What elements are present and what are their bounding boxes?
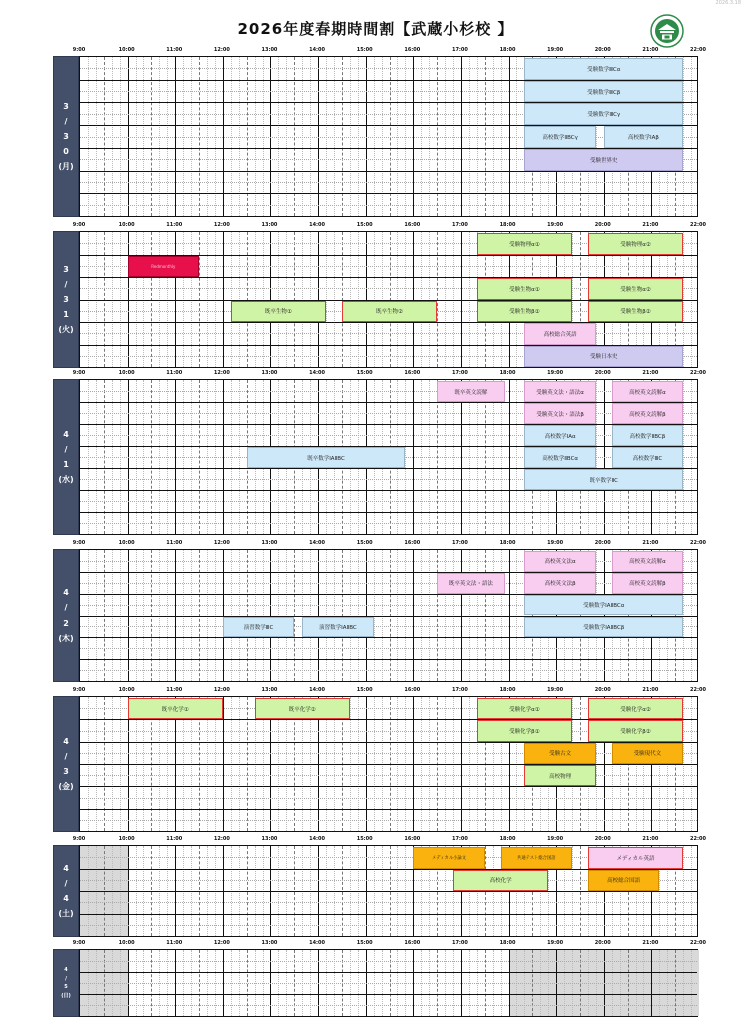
time-axis xyxy=(0,540,751,548)
class-block[interactable]: 共通テスト総合国語 xyxy=(501,847,572,869)
day-grid xyxy=(79,845,698,937)
day-label-part: / xyxy=(64,116,68,126)
time-label: 12:00 xyxy=(213,836,230,842)
row-subdivider xyxy=(80,561,697,562)
day-label-part: (火) xyxy=(58,325,74,335)
row-divider xyxy=(80,742,697,743)
class-block[interactable]: 既卒化学② xyxy=(255,698,350,719)
day-label-part: / xyxy=(64,444,68,454)
class-block[interactable]: 高校英文読解β xyxy=(612,573,683,594)
time-label: 17:00 xyxy=(451,940,468,946)
time-label: 13:00 xyxy=(261,47,278,53)
row-divider xyxy=(80,512,697,513)
time-label: 11:00 xyxy=(166,836,183,842)
class-block[interactable]: 高校数学ⅡBCα xyxy=(524,447,595,468)
class-block[interactable]: 既卒化学① xyxy=(128,698,223,719)
time-label: 9:00 xyxy=(72,540,86,546)
class-block[interactable]: 高校英文法β xyxy=(524,573,595,594)
class-block[interactable]: 受験世界史 xyxy=(524,149,683,171)
time-label: 9:00 xyxy=(72,370,86,376)
time-label: 9:00 xyxy=(72,222,86,228)
row-subdivider xyxy=(80,182,697,183)
day-grid xyxy=(79,56,698,217)
class-block[interactable]: 受験物理α② xyxy=(588,233,683,255)
time-label: 22:00 xyxy=(690,940,706,946)
time-label: 20:00 xyxy=(594,540,611,546)
day-label-part: 3 xyxy=(63,294,69,304)
time-label: 18:00 xyxy=(499,836,516,842)
day-label-part: 3 xyxy=(63,101,69,111)
day-label-part: (木) xyxy=(58,633,74,643)
row-divider xyxy=(80,972,697,973)
time-label: 15:00 xyxy=(356,222,373,228)
time-label: 13:00 xyxy=(261,687,278,693)
class-block[interactable]: 受験化学α② xyxy=(588,698,683,719)
class-block[interactable]: 受験古文 xyxy=(524,743,595,764)
day-grid xyxy=(79,949,698,1017)
time-label: 10:00 xyxy=(118,222,135,228)
class-block[interactable]: 高校数学ⅡBCγ xyxy=(524,126,595,148)
day-label-part: (月) xyxy=(58,162,74,172)
time-label: 11:00 xyxy=(166,940,183,946)
time-label: 21:00 xyxy=(642,47,659,53)
class-block[interactable]: 受験生物β① xyxy=(477,301,572,323)
day-label-part: 0 xyxy=(63,147,69,157)
time-label: 10:00 xyxy=(118,687,135,693)
day-label-part: (水) xyxy=(58,475,74,485)
time-label: 22:00 xyxy=(690,222,706,228)
day-label xyxy=(53,696,79,832)
class-block[interactable]: 高校総合国語 xyxy=(588,870,659,892)
time-axis xyxy=(0,47,751,55)
time-label: 13:00 xyxy=(261,540,278,546)
row-subdivider xyxy=(80,648,697,649)
day-label xyxy=(53,231,79,368)
time-label: 21:00 xyxy=(642,540,659,546)
time-label: 21:00 xyxy=(642,836,659,842)
row-subdivider xyxy=(80,753,697,754)
class-block[interactable]: 既卒数学ⅡC xyxy=(524,469,683,490)
row-subdivider xyxy=(80,775,697,776)
class-block[interactable]: メディカル小論文 xyxy=(413,847,484,869)
class-block[interactable]: 受験化学β① xyxy=(477,720,572,741)
class-block[interactable]: Redmonthly xyxy=(128,256,199,278)
row-subdivider xyxy=(80,983,697,984)
day-label xyxy=(53,949,79,1017)
time-label: 18:00 xyxy=(499,540,516,546)
document-id: 2026.3.18 xyxy=(715,0,741,6)
time-label: 11:00 xyxy=(166,540,183,546)
row-subdivider xyxy=(80,670,697,671)
time-label: 14:00 xyxy=(309,47,326,53)
time-label: 20:00 xyxy=(594,47,611,53)
time-label: 17:00 xyxy=(451,47,468,53)
school-emblem-icon xyxy=(649,13,685,49)
class-block[interactable]: 受験数学ⅠAⅡBCα xyxy=(524,595,683,616)
time-label: 19:00 xyxy=(547,940,564,946)
time-label: 21:00 xyxy=(642,222,659,228)
row-divider xyxy=(80,659,697,660)
time-label: 12:00 xyxy=(213,370,230,376)
time-label: 18:00 xyxy=(499,687,516,693)
day-label-part: / xyxy=(64,279,68,289)
row-divider xyxy=(80,637,697,638)
class-block[interactable]: 高校英文読解α xyxy=(612,551,683,572)
day-label xyxy=(53,549,79,682)
day-grid xyxy=(79,231,698,368)
day-label-part: 1 xyxy=(63,460,69,469)
time-label: 20:00 xyxy=(594,222,611,228)
time-label: 22:00 xyxy=(690,540,706,546)
time-label: 13:00 xyxy=(261,222,278,228)
day-section xyxy=(0,222,751,368)
row-divider xyxy=(80,764,697,765)
class-block[interactable]: 既卒英文法・語法 xyxy=(437,573,504,594)
time-label: 9:00 xyxy=(72,836,86,842)
time-label: 10:00 xyxy=(118,836,135,842)
time-label: 14:00 xyxy=(309,687,326,693)
row-divider xyxy=(80,891,697,892)
row-divider xyxy=(80,424,697,425)
row-divider xyxy=(80,572,697,573)
class-block[interactable]: 高校英文読解α xyxy=(612,381,683,402)
row-divider xyxy=(80,171,697,172)
time-label: 19:00 xyxy=(547,687,564,693)
day-grid xyxy=(79,379,698,535)
row-subdivider xyxy=(80,435,697,436)
row-divider xyxy=(80,809,697,810)
time-label: 14:00 xyxy=(309,370,326,376)
class-block[interactable]: 高校数学ⅢC xyxy=(612,447,683,468)
row-divider xyxy=(80,786,697,787)
row-subdivider xyxy=(80,902,697,903)
class-block[interactable]: 高校英文読解β xyxy=(612,403,683,424)
time-label: 20:00 xyxy=(594,370,611,376)
time-label: 12:00 xyxy=(213,540,230,546)
class-block[interactable]: 受験化学α① xyxy=(477,698,572,719)
time-label: 17:00 xyxy=(451,687,468,693)
class-block[interactable]: 受験数学ⅢCβ xyxy=(524,81,683,103)
time-label: 19:00 xyxy=(547,222,564,228)
class-block[interactable]: 高校数学ⅡBCβ xyxy=(612,425,683,446)
row-subdivider xyxy=(80,798,697,799)
day-label-part: 3 xyxy=(63,767,69,776)
day-label-part: 4 xyxy=(64,967,68,973)
time-label: 16:00 xyxy=(404,836,421,842)
day-label-part: 4 xyxy=(63,894,69,903)
class-block[interactable]: 高校数学ⅠAβ xyxy=(604,126,683,148)
day-label-part: (日) xyxy=(61,992,71,999)
time-label: 10:00 xyxy=(118,940,135,946)
time-label: 12:00 xyxy=(213,940,230,946)
row-divider xyxy=(80,914,697,915)
time-axis xyxy=(0,687,751,695)
time-label: 19:00 xyxy=(547,540,564,546)
time-label: 20:00 xyxy=(594,940,611,946)
day-label-part: / xyxy=(64,751,68,761)
day-label-part: 5 xyxy=(64,984,68,990)
day-section xyxy=(0,687,751,832)
day-label-part: (土) xyxy=(58,909,74,919)
row-subdivider xyxy=(80,583,697,584)
class-block[interactable]: 高校物理 xyxy=(524,765,595,786)
day-label-part: 3 xyxy=(63,131,69,141)
class-block[interactable]: 受験英文法・語法β xyxy=(524,403,595,424)
time-axis xyxy=(0,940,751,948)
class-block[interactable]: 受験生物α① xyxy=(477,278,572,300)
time-label: 21:00 xyxy=(642,687,659,693)
time-axis xyxy=(0,222,751,230)
class-block[interactable]: 高校数学ⅠAα xyxy=(524,425,595,446)
time-label: 20:00 xyxy=(594,687,611,693)
day-label-part: 3 xyxy=(63,264,69,274)
time-label: 11:00 xyxy=(166,222,183,228)
class-block[interactable]: 受験物理α① xyxy=(477,233,572,255)
day-label xyxy=(53,845,79,937)
row-subdivider xyxy=(80,391,697,392)
time-label: 18:00 xyxy=(499,940,516,946)
time-label: 12:00 xyxy=(213,687,230,693)
row-subdivider xyxy=(80,205,697,206)
time-label: 19:00 xyxy=(547,47,564,53)
time-label: 17:00 xyxy=(451,370,468,376)
class-block[interactable]: 高校化学 xyxy=(453,870,548,892)
page-title: 2026年度春期時間割【武蔵小杉校 】 xyxy=(237,20,514,38)
day-section xyxy=(0,940,751,1017)
class-block[interactable]: 既卒生物② xyxy=(342,301,437,323)
day-grid xyxy=(79,549,698,682)
time-label: 15:00 xyxy=(356,370,373,376)
time-label: 16:00 xyxy=(404,370,421,376)
time-label: 9:00 xyxy=(72,47,86,53)
time-label: 22:00 xyxy=(690,836,706,842)
time-label: 21:00 xyxy=(642,370,659,376)
day-label-part: / xyxy=(64,603,68,613)
time-label: 13:00 xyxy=(261,370,278,376)
row-subdivider xyxy=(80,413,697,414)
class-block[interactable]: 受験数学ⅢCγ xyxy=(524,103,683,125)
day-label xyxy=(53,379,79,535)
day-section xyxy=(0,370,751,535)
time-label: 14:00 xyxy=(309,940,326,946)
time-label: 22:00 xyxy=(690,370,706,376)
class-block[interactable]: 演習数学ⅢC xyxy=(223,617,294,638)
time-label: 18:00 xyxy=(499,222,516,228)
time-label: 13:00 xyxy=(261,836,278,842)
class-block[interactable]: 既卒生物① xyxy=(231,301,326,323)
class-block[interactable]: 既卒数学ⅠAⅡBC xyxy=(247,447,406,468)
time-label: 16:00 xyxy=(404,687,421,693)
time-label: 18:00 xyxy=(499,370,516,376)
class-block[interactable]: メディカル英語 xyxy=(588,847,683,869)
time-label: 12:00 xyxy=(213,222,230,228)
class-block[interactable]: 受験化学β② xyxy=(588,720,683,741)
time-label: 14:00 xyxy=(309,836,326,842)
time-label: 15:00 xyxy=(356,940,373,946)
row-subdivider xyxy=(80,333,697,334)
time-label: 16:00 xyxy=(404,47,421,53)
time-label: 12:00 xyxy=(213,47,230,53)
class-block[interactable]: 受験日本史 xyxy=(524,346,683,368)
time-axis xyxy=(0,370,751,378)
row-divider xyxy=(80,490,697,491)
time-label: 11:00 xyxy=(166,370,183,376)
time-label: 19:00 xyxy=(547,370,564,376)
day-label-part: 4 xyxy=(63,863,69,873)
time-label: 16:00 xyxy=(404,940,421,946)
time-label: 17:00 xyxy=(451,540,468,546)
row-subdivider xyxy=(80,1005,697,1006)
time-label: 18:00 xyxy=(499,47,516,53)
time-label: 13:00 xyxy=(261,940,278,946)
time-label: 16:00 xyxy=(404,222,421,228)
day-label-part: (金) xyxy=(58,782,74,792)
time-label: 10:00 xyxy=(118,540,135,546)
time-label: 10:00 xyxy=(118,47,135,53)
day-label-part: 1 xyxy=(63,310,69,320)
class-block[interactable]: 高校英文法α xyxy=(524,551,595,572)
day-label-part: 2 xyxy=(63,618,69,628)
day-label-part: / xyxy=(64,878,68,888)
time-label: 17:00 xyxy=(451,836,468,842)
time-label: 22:00 xyxy=(690,687,706,693)
time-label: 10:00 xyxy=(118,370,135,376)
class-block[interactable]: 受験数学ⅢCα xyxy=(524,58,683,80)
day-section xyxy=(0,47,751,217)
row-subdivider xyxy=(80,523,697,524)
class-block[interactable]: 既卒英文読解 xyxy=(437,381,504,402)
row-divider xyxy=(80,994,697,995)
time-label: 16:00 xyxy=(404,540,421,546)
class-block[interactable]: 受験数学ⅠAⅡBCβ xyxy=(524,617,683,638)
time-label: 15:00 xyxy=(356,540,373,546)
time-label: 19:00 xyxy=(547,836,564,842)
day-section xyxy=(0,540,751,682)
row-divider xyxy=(80,322,697,323)
time-label: 9:00 xyxy=(72,940,86,946)
day-label-part: 4 xyxy=(63,736,69,746)
time-label: 17:00 xyxy=(451,222,468,228)
row-divider xyxy=(80,402,697,403)
time-label: 14:00 xyxy=(309,222,326,228)
row-subdivider xyxy=(80,820,697,821)
time-label: 14:00 xyxy=(309,540,326,546)
class-block[interactable]: 受験現代文 xyxy=(612,743,683,764)
time-label: 15:00 xyxy=(356,687,373,693)
row-subdivider xyxy=(80,925,697,926)
time-label: 15:00 xyxy=(356,47,373,53)
day-grid xyxy=(79,696,698,832)
day-label-part: / xyxy=(65,975,67,982)
time-label: 21:00 xyxy=(642,940,659,946)
time-label: 11:00 xyxy=(166,687,183,693)
time-label: 20:00 xyxy=(594,836,611,842)
time-label: 22:00 xyxy=(690,47,706,53)
row-subdivider xyxy=(80,501,697,502)
time-axis xyxy=(0,836,751,844)
row-divider xyxy=(80,193,697,194)
day-label xyxy=(53,56,79,217)
time-label: 15:00 xyxy=(356,836,373,842)
day-label-part: 4 xyxy=(63,429,69,439)
time-label: 9:00 xyxy=(72,687,86,693)
row-subdivider xyxy=(80,961,697,962)
time-label: 11:00 xyxy=(166,47,183,53)
class-block[interactable]: 受験英文法・語法α xyxy=(524,381,595,402)
class-block[interactable]: 高校総合英語 xyxy=(524,323,595,345)
class-block[interactable]: 受験生物α② xyxy=(588,278,683,300)
class-block[interactable]: 演習数学ⅠAⅡBC xyxy=(302,617,373,638)
day-label-part: 4 xyxy=(63,588,69,598)
class-block[interactable]: 受験生物β② xyxy=(588,301,683,323)
day-section xyxy=(0,836,751,937)
